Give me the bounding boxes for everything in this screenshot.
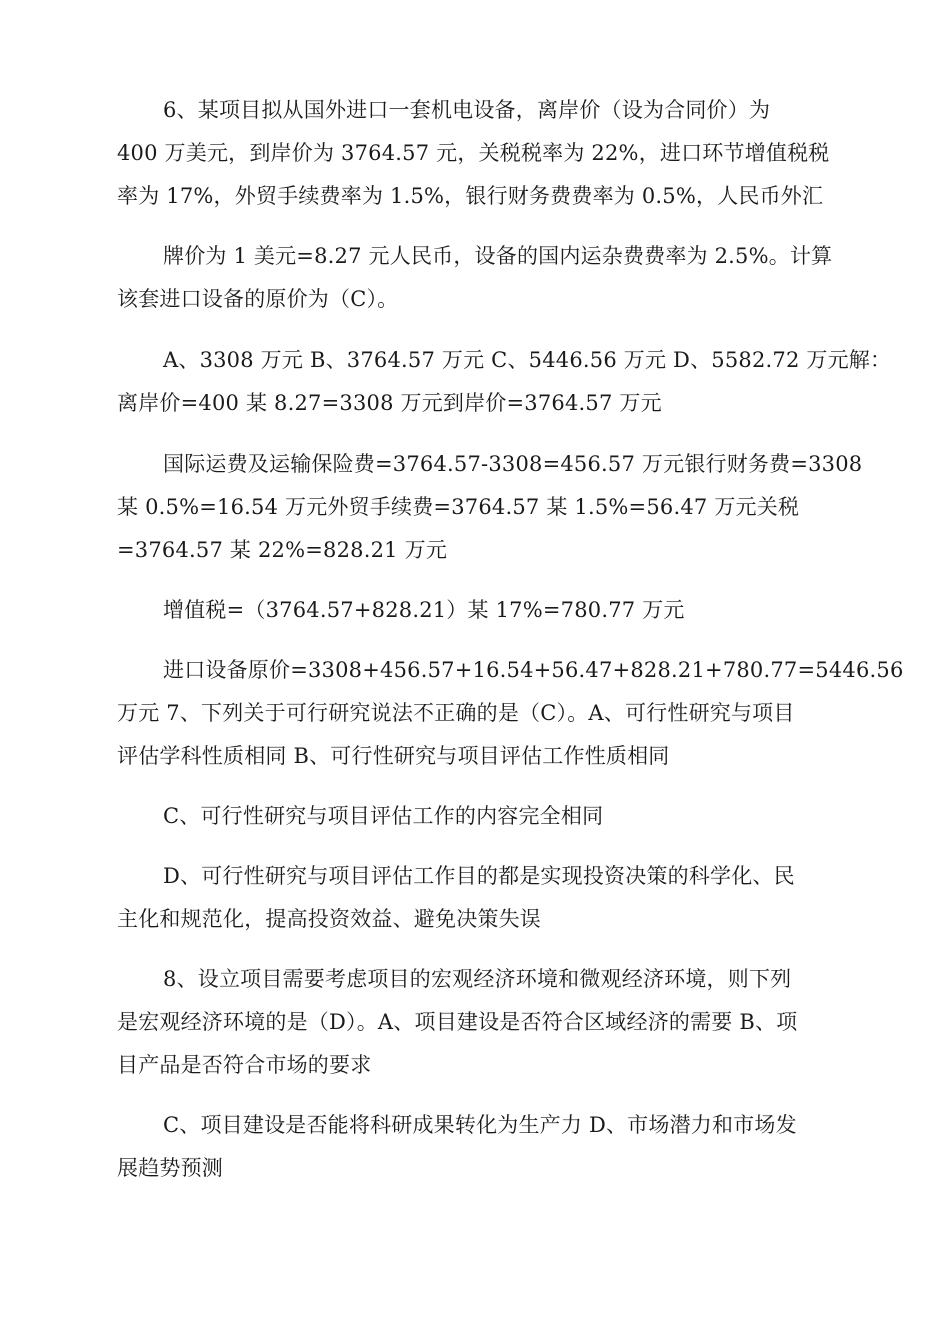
text-line: 牌价为 1 美元=8.27 元人民币，设备的国内运杂费费率为 2.5%。计算 — [163, 244, 833, 268]
text-line: A、3308 万元 B、3764.57 万元 C、5446.56 万元 D、5582.72 万元解： — [163, 348, 892, 372]
text-line: 进口设备原价=3308+456.57+16.54+56.47+828.21+780.77=5446.56 — [163, 658, 904, 682]
text-line: 离岸价=400 某 8.27=3308 万元到岸价=3764.57 万元 — [117, 391, 662, 415]
text-line: 展趋势预测 — [117, 1156, 223, 1180]
text-line: 该套进口设备的原价为（C）。 — [117, 287, 399, 311]
text-line: 8、设立项目需要考虑项目的宏观经济环境和微观经济环境，则下列 — [163, 967, 792, 991]
text-line: =3764.57 某 22%=828.21 万元 — [117, 538, 448, 562]
text-line: C、项目建设是否能将科研成果转化为生产力 D、市场潜力和市场发 — [163, 1113, 797, 1137]
text-line: 增值税=（3764.57+828.21）某 17%=780.77 万元 — [163, 598, 685, 622]
text-line: 是宏观经济环境的是（D）。A、项目建设是否符合区域经济的需要 B、项 — [117, 1010, 798, 1034]
text-line: 国际运费及运输保险费=3764.57-3308=456.57 万元银行财务费=3308 — [163, 452, 863, 476]
text-line: 目产品是否符合市场的要求 — [117, 1053, 372, 1077]
text-line: C、可行性研究与项目评估工作的内容完全相同 — [163, 804, 604, 828]
text-line: 某 0.5%=16.54 万元外贸手续费=3764.57 某 1.5%=56.47 万元关税 — [117, 495, 800, 519]
text-line: D、可行性研究与项目评估工作目的都是实现投资决策的科学化、民 — [163, 864, 795, 888]
text-line: 万元 7、下列关于可行研究说法不正确的是（C）。A、可行性研究与项目 — [117, 701, 795, 725]
text-line: 评估学科性质相同 B、可行性研究与项目评估工作性质相同 — [117, 744, 670, 768]
text-line: 率为 17%，外贸手续费率为 1.5%，银行财务费费率为 0.5%，人民币外汇 — [117, 184, 824, 208]
text-line: 6、某项目拟从国外进口一套机电设备，离岸价（设为合同价）为 — [163, 98, 771, 122]
text-line: 400 万美元，到岸价为 3764.57 元，关税税率为 22%，进口环节增值税税 — [117, 141, 830, 165]
text-line: 主化和规范化，提高投资效益、避免决策失误 — [117, 907, 541, 931]
